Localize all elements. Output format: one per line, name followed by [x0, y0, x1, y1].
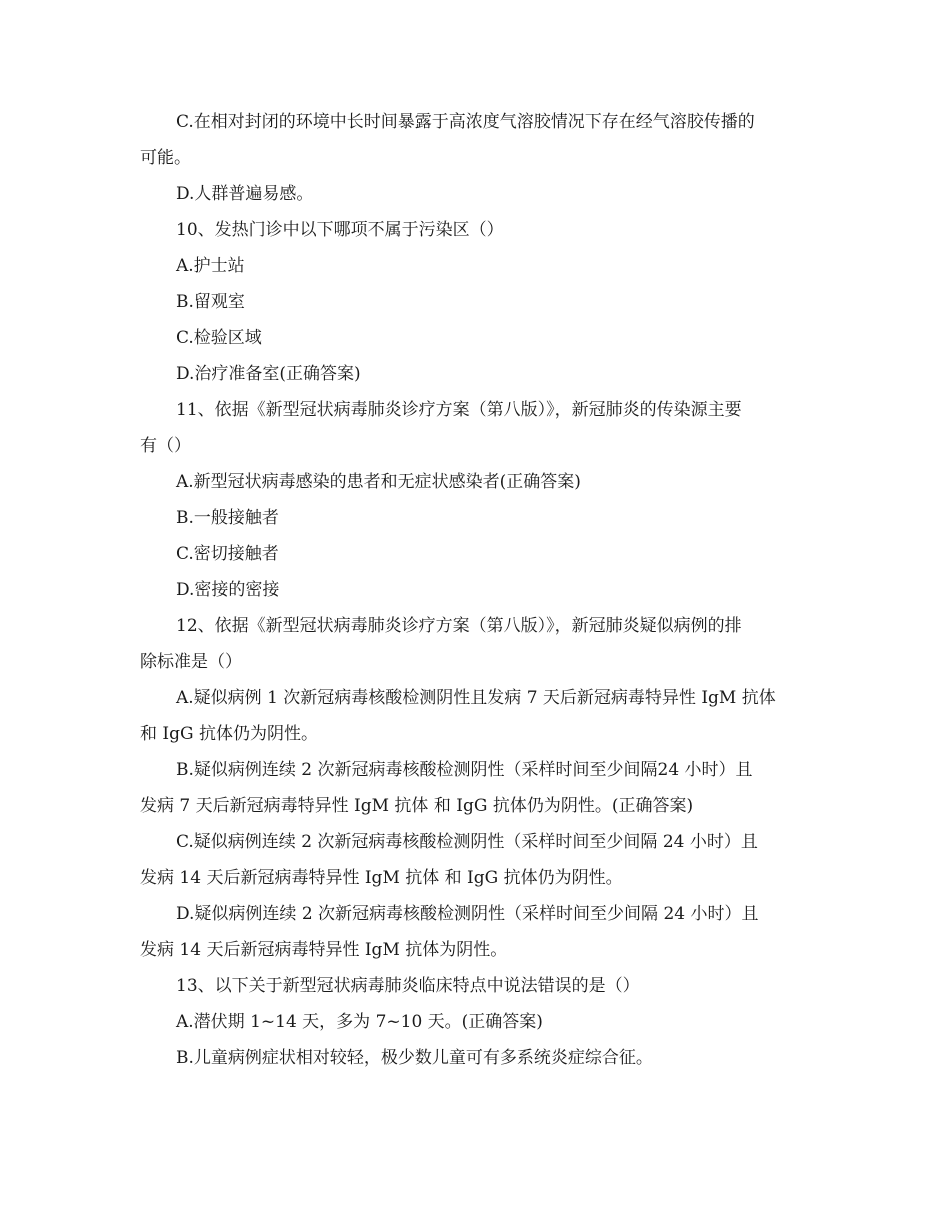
paragraph-line: A.新型冠状病毒感染的患者和无症状感染者(正确答案)	[176, 472, 581, 492]
paragraph-line: D.密接的密接	[176, 580, 280, 600]
paragraph-continuation: 有（）	[140, 436, 191, 456]
paragraph-line: C.疑似病例连续 2 次新冠病毒核酸检测阴性（采样时间至少间隔 24 小时）且	[176, 832, 758, 852]
paragraph-continuation: 发病 14 天后新冠病毒特异性 IgM 抗体 和 IgG 抗体仍为阴性。	[140, 868, 623, 888]
document-body	[140, 104, 816, 1076]
paragraph-continuation: 可能。	[140, 148, 191, 168]
paragraph-continuation: 除标准是（）	[140, 652, 242, 672]
paragraph-line: D.人群普遍易感。	[176, 184, 314, 204]
paragraph-continuation: 发病 14 天后新冠病毒特异性 IgM 抗体为阴性。	[140, 940, 508, 960]
paragraph-line: B.一般接触者	[176, 508, 279, 528]
paragraph-line: D.治疗准备室(正确答案)	[176, 364, 361, 384]
paragraph-line: 12、依据《新型冠状病毒肺炎诊疗方案（第八版）》，新冠肺炎疑似病例的排	[176, 616, 742, 636]
paragraph-line: D.疑似病例连续 2 次新冠病毒核酸检测阴性（采样时间至少间隔 24 小时）且	[176, 904, 759, 924]
paragraph-line: B.留观室	[176, 292, 245, 312]
paragraph-line: A.疑似病例 1 次新冠病毒核酸检测阴性且发病 7 天后新冠病毒特异性 IgM 抗体	[176, 688, 776, 708]
paragraph-line: 11、依据《新型冠状病毒肺炎诊疗方案（第八版）》，新冠肺炎的传染源主要	[176, 400, 742, 420]
paragraph-line: B.儿童病例症状相对较轻，极少数儿童可有多系统炎症综合征。	[176, 1048, 653, 1068]
paragraph-line: A.潜伏期 1~14 天，多为 7~10 天。(正确答案)	[176, 1012, 543, 1032]
paragraph-line: C.检验区域	[176, 328, 262, 348]
paragraph-line: B.疑似病例连续 2 次新冠病毒核酸检测阴性（采样时间至少间隔24 小时）且	[176, 760, 753, 780]
paragraph-line: A.护士站	[176, 256, 245, 276]
paragraph-continuation: 和 IgG 抗体仍为阴性。	[140, 724, 318, 744]
paragraph-line: C.密切接触者	[176, 544, 279, 564]
paragraph-line: 10、发热门诊中以下哪项不属于污染区（）	[176, 220, 504, 240]
paragraph-line: C.在相对封闭的环境中长时间暴露于高浓度气溶胶情况下存在经气溶胶传播的	[176, 112, 755, 132]
paragraph-continuation: 发病 7 天后新冠病毒特异性 IgM 抗体 和 IgG 抗体仍为阴性。(正确答案)	[140, 796, 694, 816]
paragraph-line: 13、以下关于新型冠状病毒肺炎临床特点中说法错误的是（）	[176, 976, 640, 996]
